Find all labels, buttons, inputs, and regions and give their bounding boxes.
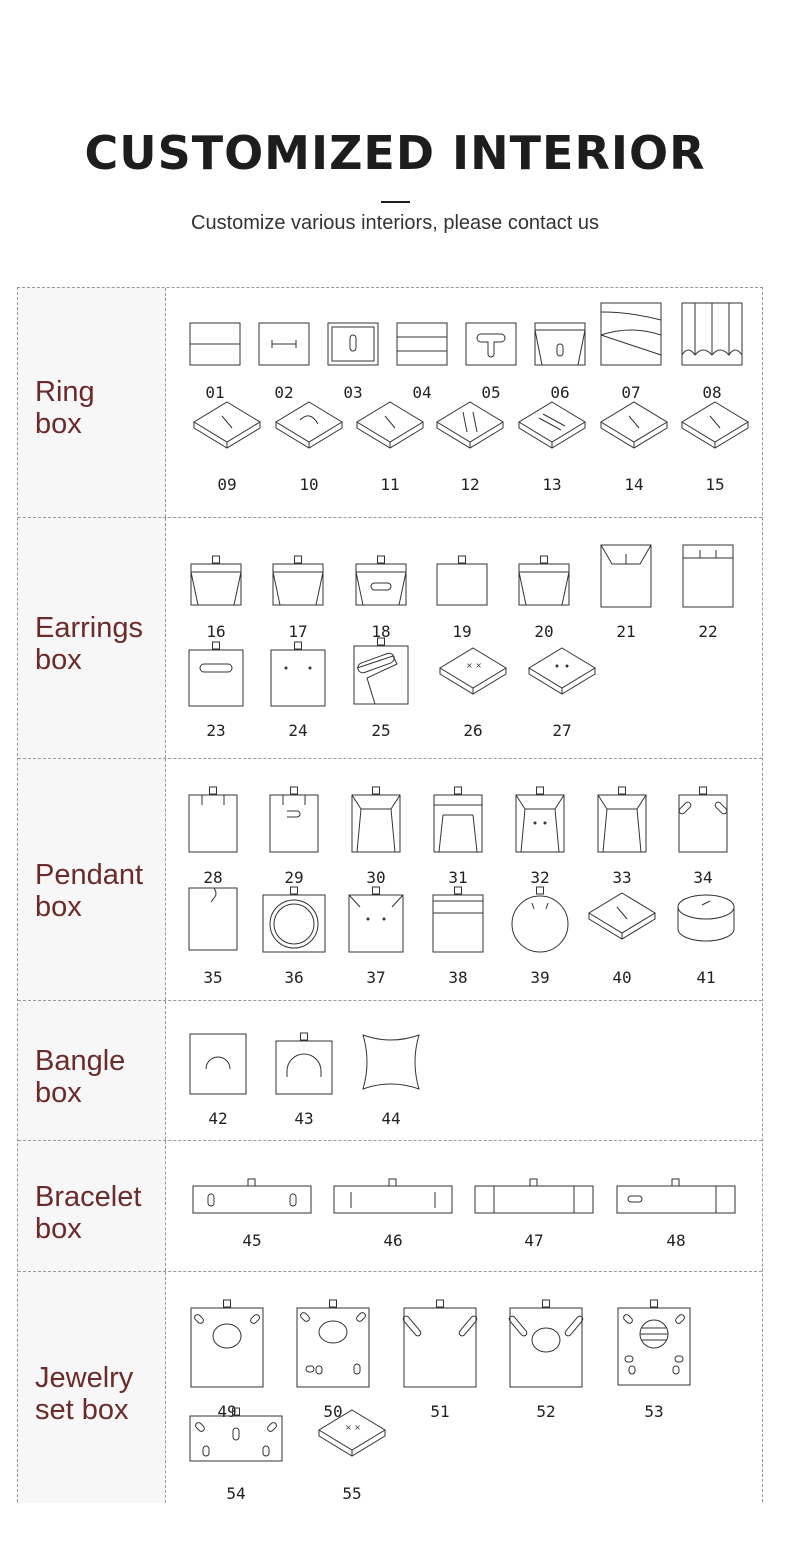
interior-diagram [438, 646, 508, 696]
interior-diagram [327, 322, 379, 366]
category-label [35, 612, 143, 676]
item-number: 18 [371, 622, 391, 641]
interior-diagram [348, 887, 404, 953]
category-label-line2: box [35, 1077, 82, 1109]
interior-diagram [433, 787, 483, 853]
interior-diagram [333, 1178, 453, 1214]
category-row [18, 288, 762, 517]
interior-diagram [474, 1178, 594, 1214]
interior-diagram [599, 400, 669, 450]
item-number: 06 [550, 383, 570, 402]
category-label-line1: Ring [35, 376, 95, 408]
category-label [35, 376, 95, 440]
item-number: 21 [616, 622, 636, 641]
interior-diagram [188, 887, 238, 951]
interior-diagram [355, 556, 407, 606]
interior-diagram [587, 891, 657, 941]
category-label-line1: Pendant [35, 859, 144, 891]
item-number: 44 [381, 1109, 401, 1128]
interior-diagram [189, 1033, 247, 1095]
item-number: 51 [430, 1402, 450, 1421]
category-label-cell [18, 1272, 165, 1503]
item-number: 16 [206, 622, 226, 641]
item-number: 37 [366, 968, 386, 987]
interior-diagram [262, 887, 326, 953]
item-number: 52 [536, 1402, 556, 1421]
item-number: 45 [242, 1231, 262, 1250]
category-label-line1: Jewelry [35, 1362, 134, 1394]
category-label-line2: box [35, 1213, 82, 1245]
interior-diagram [515, 787, 565, 853]
interior-diagram [436, 556, 488, 606]
interior-diagram [296, 1300, 370, 1388]
interior-diagram [270, 642, 326, 706]
interior-diagram [258, 322, 310, 366]
interior-diagram [274, 400, 344, 450]
category-label-line1: Earrings [35, 612, 143, 644]
category-label [35, 1181, 141, 1245]
item-number: 26 [463, 721, 483, 740]
category-items [166, 1141, 762, 1271]
category-label [35, 1362, 133, 1426]
interior-diagram [190, 556, 242, 606]
category-label [35, 859, 143, 923]
svg-text:× ×: × × [466, 661, 482, 670]
interior-diagram [432, 887, 484, 953]
interior-diagram [681, 302, 743, 366]
item-number: 27 [552, 721, 572, 740]
interior-diagram [509, 1300, 583, 1388]
interior-diagram [188, 642, 244, 706]
category-label-cell [18, 288, 165, 517]
item-number: 29 [284, 868, 304, 887]
item-number: 28 [203, 868, 223, 887]
item-number: 43 [294, 1109, 314, 1128]
item-number: 46 [383, 1231, 403, 1250]
interior-diagram [403, 1300, 477, 1388]
item-number: 22 [698, 622, 718, 641]
interior-diagram [597, 787, 647, 853]
item-number: 40 [612, 968, 632, 987]
item-number: 17 [288, 622, 308, 641]
interior-diagram [188, 787, 238, 853]
item-number: 42 [208, 1109, 228, 1128]
item-number: 20 [534, 622, 554, 641]
page-subtitle: Customize various interiors, please contact us [191, 212, 599, 234]
item-number: 34 [693, 868, 713, 887]
category-items [166, 1001, 762, 1140]
item-number: 53 [644, 1402, 664, 1421]
interior-diagram [680, 400, 750, 450]
interior-diagram [361, 1033, 421, 1091]
interior-diagram [435, 400, 505, 450]
item-number: 54 [226, 1484, 246, 1503]
interior-diagram [272, 556, 324, 606]
interior-diagram [676, 891, 736, 945]
interior-diagram [600, 302, 662, 366]
item-number: 33 [612, 868, 632, 887]
item-number: 24 [288, 721, 308, 740]
item-number: 48 [666, 1231, 686, 1250]
interior-diagram [617, 1300, 691, 1386]
interior-diagram [682, 544, 734, 608]
item-number: 41 [696, 968, 716, 987]
interior-diagram [275, 1033, 333, 1095]
category-label-line2: set box [35, 1394, 129, 1426]
interior-diagram [192, 1178, 312, 1214]
item-number: 30 [366, 868, 386, 887]
interior-diagram [189, 322, 241, 366]
category-label [35, 1045, 125, 1109]
interior-diagram [600, 544, 652, 608]
interior-table [17, 287, 763, 1502]
interior-diagram [353, 638, 409, 706]
category-items [166, 1272, 762, 1503]
category-label-line2: box [35, 644, 82, 676]
item-number: 49 [217, 1402, 237, 1421]
category-label-cell [18, 518, 165, 758]
item-number: 55 [342, 1484, 362, 1503]
page-title: CUSTOMIZED INTERIOR [84, 126, 706, 180]
item-number: 39 [530, 968, 550, 987]
item-number: 04 [412, 383, 432, 402]
interior-diagram [616, 1178, 736, 1214]
interior-diagram [351, 787, 401, 853]
interior-diagram [517, 400, 587, 450]
interior-diagram [534, 322, 586, 366]
item-number: 01 [205, 383, 225, 402]
item-number: 47 [524, 1231, 544, 1250]
item-number: 15 [705, 475, 725, 494]
item-number: 12 [460, 475, 480, 494]
item-number: 11 [380, 475, 400, 494]
category-label-line1: Bangle [35, 1045, 126, 1077]
interior-diagram [510, 887, 570, 953]
interior-diagram [190, 1300, 264, 1388]
interior-diagram [527, 646, 597, 696]
item-number: 05 [481, 383, 501, 402]
interior-diagram [317, 1408, 387, 1458]
item-number: 13 [542, 475, 562, 494]
item-number: 25 [371, 721, 391, 740]
item-number: 32 [530, 868, 550, 887]
category-row [18, 758, 762, 1000]
interior-diagram [465, 322, 517, 366]
interior-diagram [269, 787, 319, 853]
interior-diagram [396, 322, 448, 366]
item-number: 35 [203, 968, 223, 987]
category-row [18, 1000, 762, 1140]
item-number: 19 [452, 622, 472, 641]
category-items [166, 759, 762, 1000]
category-label-line2: box [35, 408, 82, 440]
item-number: 10 [299, 475, 319, 494]
item-number: 50 [323, 1402, 343, 1421]
interior-diagram [189, 1408, 283, 1462]
category-label-cell [18, 759, 165, 1000]
category-row [18, 1140, 762, 1271]
item-number: 23 [206, 721, 226, 740]
item-number: 31 [448, 868, 468, 887]
category-row [18, 517, 762, 758]
interior-diagram [355, 400, 425, 450]
item-number: 08 [702, 383, 722, 402]
item-number: 09 [217, 475, 237, 494]
svg-text:× ×: × × [345, 1423, 361, 1432]
category-label-cell [18, 1141, 165, 1271]
item-number: 03 [343, 383, 363, 402]
item-number: 07 [621, 383, 641, 402]
item-number: 02 [274, 383, 294, 402]
interior-diagram [192, 400, 262, 450]
item-number: 36 [284, 968, 304, 987]
category-row [18, 1271, 762, 1503]
category-label-line1: Bracelet [35, 1181, 142, 1213]
title-divider [381, 201, 410, 203]
interior-diagram [678, 787, 728, 853]
category-label-line2: box [35, 891, 82, 923]
interior-diagram [518, 556, 570, 606]
item-number: 38 [448, 968, 468, 987]
category-items [166, 288, 762, 517]
item-number: 14 [624, 475, 644, 494]
category-label-cell [18, 1001, 165, 1140]
category-items [166, 518, 762, 758]
